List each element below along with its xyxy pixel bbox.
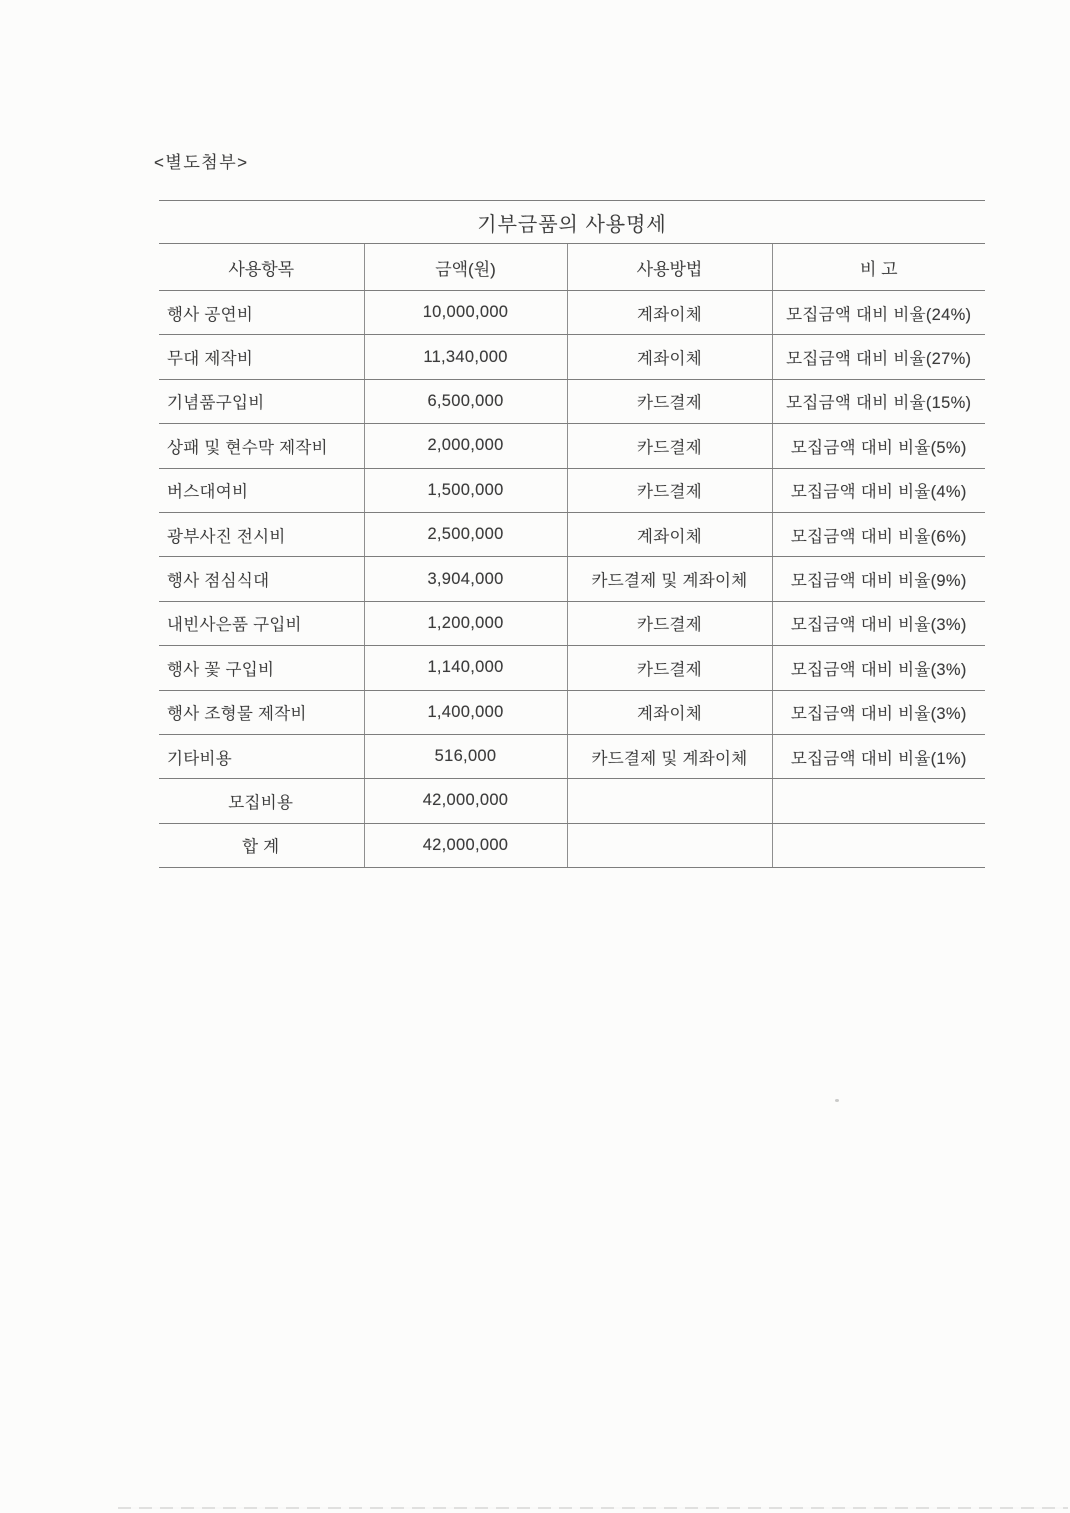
cell-usage-item: 모집비용 (159, 779, 364, 823)
table-row-8 (159, 601, 985, 645)
cell-note (772, 823, 985, 867)
cell-usage-item: 버스대여비 (159, 468, 364, 512)
cell-note: 모집금액 대비 비율(5%) (772, 424, 985, 468)
table-row-5 (159, 468, 985, 512)
cell-usage-item: 기타비용 (159, 734, 364, 778)
cell-amount: 1,140,000 (364, 646, 567, 690)
table-row-11 (159, 734, 985, 778)
cell-usage-method: 카드결제 (567, 601, 772, 645)
cell-note: 모집금액 대비 비율(3%) (772, 690, 985, 734)
cell-usage-item: 행사 점심식대 (159, 557, 364, 601)
cell-usage-item: 광부사진 전시비 (159, 512, 364, 556)
cell-usage-method: 계좌이체 (567, 291, 772, 335)
cell-usage-item: 상패 및 현수막 제작비 (159, 424, 364, 468)
cell-amount: 2,500,000 (364, 512, 567, 556)
cell-note: 모집금액 대비 비율(9%) (772, 557, 985, 601)
cell-usage-item: 행사 조형물 제작비 (159, 690, 364, 734)
cell-usage-method (567, 779, 772, 823)
donation-usage-table-section (159, 200, 985, 868)
cell-usage-item: 행사 공연비 (159, 291, 364, 335)
table-row-6 (159, 512, 985, 556)
table-title: 기부금품의 사용명세 (159, 200, 985, 244)
cell-note: 모집금액 대비 비율(6%) (772, 512, 985, 556)
cell-amount: 1,200,000 (364, 601, 567, 645)
table-row-3 (159, 379, 985, 423)
cell-note: 모집금액 대비 비율(3%) (772, 646, 985, 690)
cell-usage-method: 계좌이체 (567, 335, 772, 379)
attachment-label: <별도첨부> (154, 153, 249, 172)
header-note: 비 고 (772, 244, 985, 291)
table-row-12 (159, 779, 985, 823)
cell-usage-method: 카드결제 및 계좌이체 (567, 557, 772, 601)
cell-usage-method: 계좌이체 (567, 690, 772, 734)
cell-usage-method: 카드결제 (567, 646, 772, 690)
header-usage-item: 사용항목 (159, 244, 364, 291)
header-amount-won: 금액(원) (364, 244, 567, 291)
cell-amount: 1,500,000 (364, 468, 567, 512)
cell-amount: 42,000,000 (364, 823, 567, 867)
cell-usage-method: 카드결제 (567, 468, 772, 512)
scan-edge-artifact (118, 1507, 1068, 1509)
scan-speck-artifact (835, 1099, 839, 1102)
cell-note: 모집금액 대비 비율(27%) (772, 335, 985, 379)
cell-usage-method: 카드결제 (567, 379, 772, 423)
table-row-1 (159, 291, 985, 335)
cell-amount: 42,000,000 (364, 779, 567, 823)
cell-amount: 516,000 (364, 734, 567, 778)
cell-amount: 10,000,000 (364, 291, 567, 335)
header-usage-method: 사용방법 (567, 244, 772, 291)
table-row-7 (159, 557, 985, 601)
cell-usage-item: 기념품구입비 (159, 379, 364, 423)
table-row-9 (159, 646, 985, 690)
cell-note: 모집금액 대비 비율(3%) (772, 601, 985, 645)
cell-usage-item: 행사 꽃 구입비 (159, 646, 364, 690)
cell-amount: 11,340,000 (364, 335, 567, 379)
cell-amount: 2,000,000 (364, 424, 567, 468)
cell-note: 모집금액 대비 비율(4%) (772, 468, 985, 512)
table-header-row (159, 244, 985, 291)
cell-usage-item: 합 계 (159, 823, 364, 867)
cell-note: 모집금액 대비 비율(24%) (772, 291, 985, 335)
cell-usage-method: 카드결제 및 계좌이체 (567, 734, 772, 778)
cell-amount: 6,500,000 (364, 379, 567, 423)
cell-usage-method (567, 823, 772, 867)
table-row-13 (159, 823, 985, 867)
cell-amount: 3,904,000 (364, 557, 567, 601)
table-row-2 (159, 335, 985, 379)
table-row-4 (159, 424, 985, 468)
cell-usage-method: 계좌이체 (567, 512, 772, 556)
donation-usage-table (159, 244, 985, 868)
cell-usage-item: 무대 제작비 (159, 335, 364, 379)
cell-usage-method: 카드결제 (567, 424, 772, 468)
cell-note: 모집금액 대비 비율(15%) (772, 379, 985, 423)
cell-amount: 1,400,000 (364, 690, 567, 734)
cell-note: 모집금액 대비 비율(1%) (772, 734, 985, 778)
cell-note (772, 779, 985, 823)
table-row-10 (159, 690, 985, 734)
cell-usage-item: 내빈사은품 구입비 (159, 601, 364, 645)
